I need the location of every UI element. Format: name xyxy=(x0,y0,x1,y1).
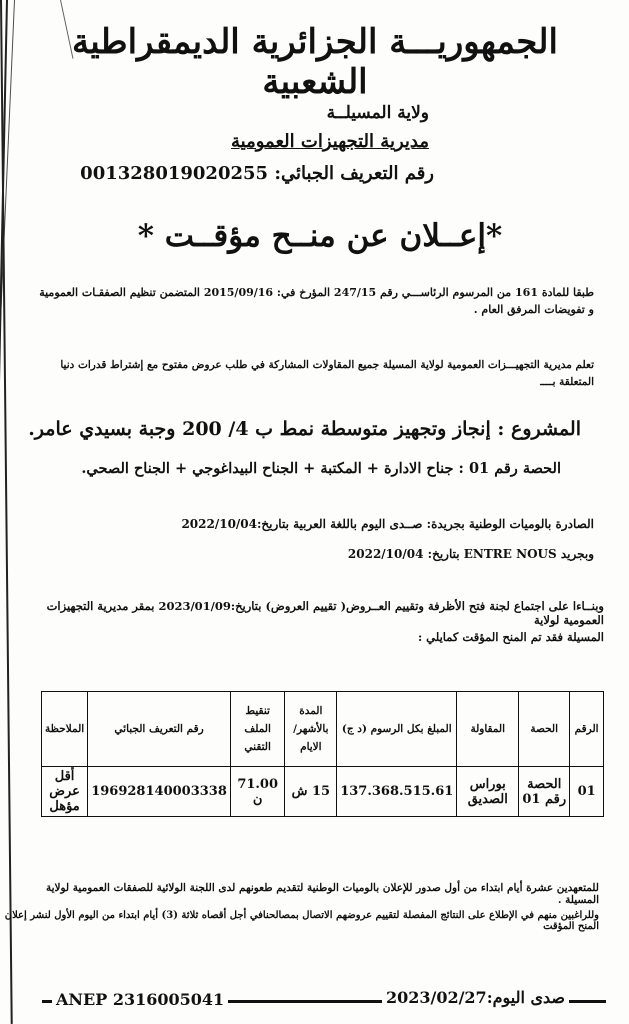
footer-paper-label: صدى اليوم: xyxy=(486,988,565,1007)
tax-id-label: رقم التعريف الجبائي: xyxy=(274,163,434,184)
directorate-name: مديرية التجهيزات العمومية xyxy=(231,131,429,152)
cell-contractor: بوراس الصديق xyxy=(457,767,519,817)
header-technical-score: تنقيط الملف التقني xyxy=(230,692,285,767)
table-row xyxy=(42,767,604,817)
header-number: الرقم xyxy=(570,692,604,767)
cell-number: 01 xyxy=(570,767,604,817)
tax-id-value: 001328019020255 xyxy=(80,163,269,184)
publication-line-2 xyxy=(34,547,594,561)
cell-duration: 15 ش xyxy=(285,767,337,817)
tax-id xyxy=(80,163,434,184)
publication-line-1 xyxy=(34,517,594,531)
cell-tax-id: 196928140003338 xyxy=(88,767,231,817)
announcement-title: *إعــلان عن منــح مؤقــت * xyxy=(137,218,503,254)
results-note: وللراغبين منهم في الإطلاع على النتائج المفصلة لتقييم عروضهم الاتصال بمصالحنافي أجل أقصاه ثلاثة (3) أيام ابتداء من اليوم الأول لنشر إعلان المنح المؤقت xyxy=(4,910,599,932)
header-contractor: المقاولة xyxy=(457,692,519,767)
header-lot: الحصة xyxy=(519,692,570,767)
meeting-line-2: المسيلة فقد تم المنح المؤقت كمايلي : xyxy=(417,630,604,644)
header-duration: المدة بالأشهر/ الايام xyxy=(285,692,337,767)
publication-suffix: بتاريخ: xyxy=(427,547,460,561)
meeting-text-end: بمقر مديرية التجهيزات العمومية لولاية xyxy=(46,599,604,627)
publication-prefix: الصادرة بالوميات الوطنية بجريدة: xyxy=(426,517,594,531)
cell-technical-score: 71.00 ن xyxy=(230,767,285,817)
publication-suffix: باللغة العربية بتاريخ: xyxy=(257,517,357,531)
meeting-line-1 xyxy=(14,599,604,627)
publication-prefix: وبجريد xyxy=(560,547,594,561)
cell-amount: 137.368.515.61 xyxy=(337,767,457,817)
footer-date xyxy=(382,988,569,1007)
award-table xyxy=(41,691,604,817)
header-remarks: الملاحظة xyxy=(42,692,88,767)
cell-remarks: أقل عرض مؤهل xyxy=(42,767,88,817)
notice-paragraph: تعلم مديرية التجهيـــزات العمومية لولاية المسيلة جميع المقاولات المشاركة في طلب عروض مفتوح مع إشتراط قدرات دنيا المتعلقة بــــ xyxy=(60,359,594,388)
republic-title: الجمهوريـــة الجزائرية الديمقراطية الشعبية xyxy=(72,22,558,102)
publication-date: 2022/10/04 xyxy=(347,547,424,561)
publication-paper: صــدى اليوم xyxy=(361,517,423,531)
legal-basis-paragraph: طبقا للمادة 161 من المرسوم الرئاســـي رقم 247/15 المؤرخ في: 2015/09/16 المتضمن تنظيم الصفقـات العمومية و تفويضات المرفق العام . xyxy=(39,286,594,316)
footer-anep-ref: ANEP 2316005041 xyxy=(52,990,228,1009)
cell-lot: الحصة رقم 01 xyxy=(519,767,570,817)
meeting-text: وبنــاءا على اجتماع لجنة فتح الأظرفة وتقييم العــروض( تقييم العروض) بتاريخ: xyxy=(230,599,604,613)
appeal-note: للمتعهدين عشرة أيام ابتداء من أول صدور للإعلان بالوميات الوطنية لتقديم طعونهم لدى اللجنة الولائية للصفقات العمومية لولاية المسيلة . xyxy=(45,882,599,906)
header-amount: المبلغ بكل الرسوم (د ج) xyxy=(337,692,457,767)
header-tax-id: رقم التعريف الجبائي xyxy=(88,692,231,767)
wilaya-name: ولاية المسيلــة xyxy=(326,103,429,123)
footer-date-value: 2023/02/27 xyxy=(385,988,487,1007)
project-title: المشروع : إنجاز وتجهيز متوسطة نمط ب 4/ 200 وجبة بسيدي عامر. xyxy=(28,418,581,440)
table-header-row xyxy=(42,692,604,767)
publication-date: 2022/10/04 xyxy=(181,517,257,531)
meeting-date: 2023/01/09 xyxy=(158,599,231,613)
lot-description: الحصة رقم 01 : جناح الادارة + المكتبة + الجناح البيداغوجي + الجناح الصحي. xyxy=(81,460,561,477)
publication-paper: ENTRE NOUS xyxy=(463,547,557,561)
